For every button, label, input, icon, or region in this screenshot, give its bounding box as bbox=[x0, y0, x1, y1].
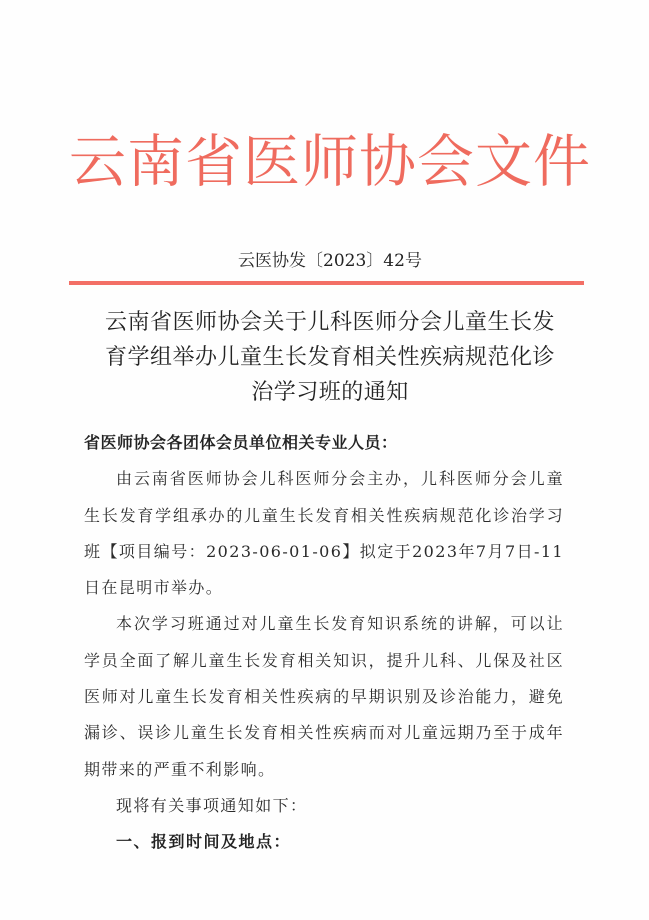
section-heading-1: 一、报到时间及地点： bbox=[116, 832, 292, 852]
document-body bbox=[84, 425, 564, 861]
title-line-1: 云南省医师协会关于儿科医师分会儿童生长发 bbox=[104, 310, 555, 335]
title-line-3: 治学习班的通知 bbox=[251, 380, 409, 405]
red-divider-rule bbox=[69, 281, 584, 285]
body-paragraph-1: 由云南省医师协会儿科医师分会主办，儿科医师分会儿童生长发育学组承办的儿童生长发育相关性疾病规范化诊治学习班【项目编号：2023-06-01-06】拟定于2023年7月7日-11日在昆明市举办。 bbox=[84, 469, 564, 598]
addressee-line: 省医师协会各团体会员单位相关专业人员： bbox=[84, 433, 398, 452]
document-masthead: 云南省医师协会文件 bbox=[69, 131, 591, 194]
document-number: 云医协发〔2023〕42号 bbox=[238, 251, 422, 271]
body-paragraph-2: 本次学习班通过对儿童生长发育知识系统的讲解，可以让学员全面了解儿童生长发育相关知识，提升儿科、儿保及社区医师对儿童生长发育相关性疾病的早期识别及诊治能力，避免漏诊、误诊儿童生长发育相关性疾病而对儿童远期乃至于成年期带来的严重不利影响。 bbox=[84, 614, 564, 779]
document-title bbox=[66, 305, 594, 410]
body-paragraph-3: 现将有关事项通知如下： bbox=[116, 795, 308, 815]
title-line-2: 育学组举办儿童生长发育相关性疾病规范化诊 bbox=[104, 345, 555, 370]
